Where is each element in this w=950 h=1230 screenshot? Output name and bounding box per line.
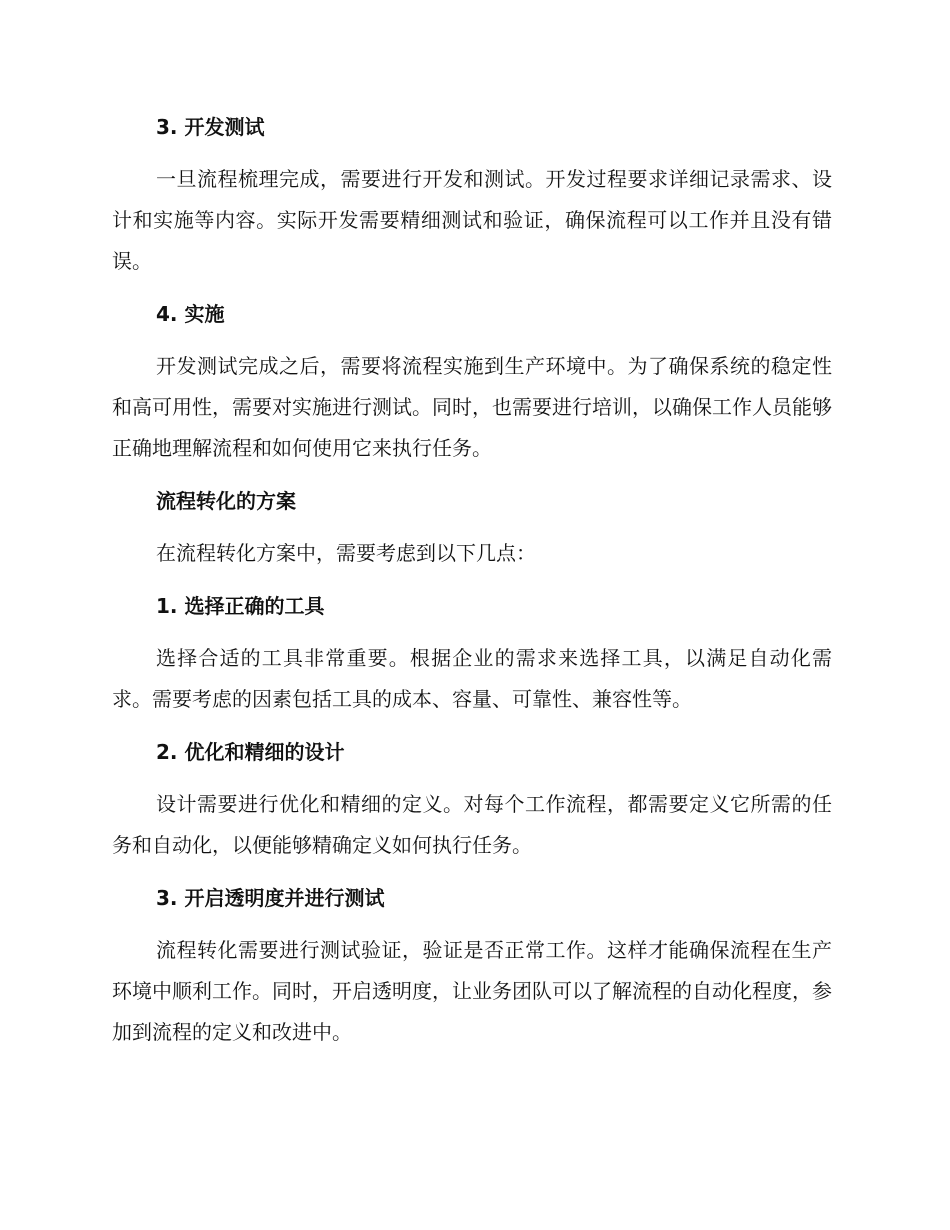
- section-heading-conversion-plan: 流程转化的方案: [156, 489, 296, 513]
- section-heading-choose-tools: 1. 选择正确的工具: [156, 594, 325, 618]
- paragraph-conversion-intro: 在流程转化方案中，需要考虑到以下几点：: [156, 541, 536, 565]
- paragraph-implementation: 开发测试完成之后，需要将流程实施到生产环境中。为了确保系统的稳定性和高可用性，需要对实施进行测试。同时，也需要进行培训，以确保工作人员能够正确地理解流程和如何使用它来执行任务。: [112, 354, 832, 460]
- paragraph-optimized-design: 设计需要进行优化和精细的定义。对每个工作流程，都需要定义它所需的任务和自动化，以便能够精确定义如何执行任务。: [112, 792, 832, 857]
- section-heading-optimized-design: 2. 优化和精细的设计: [156, 740, 345, 764]
- document-body: [112, 107, 832, 1065]
- paragraph-dev-test: 一旦流程梳理完成，需要进行开发和测试。开发过程要求详细记录需求、设计和实施等内容。实际开发需要精细测试和验证，确保流程可以工作并且没有错误。: [112, 167, 832, 273]
- section-heading-implementation: 4. 实施: [156, 302, 225, 326]
- paragraph-choose-tools: 选择合适的工具非常重要。根据企业的需求来选择工具，以满足自动化需求。需要考虑的因素包括工具的成本、容量、可靠性、兼容性等。: [112, 646, 832, 711]
- paragraph-transparency-testing: 流程转化需要进行测试验证，验证是否正常工作。这样才能确保流程在生产环境中顺利工作。同时，开启透明度，让业务团队可以了解流程的自动化程度，参加到流程的定义和改进中。: [112, 938, 832, 1044]
- section-heading-dev-test: 3. 开发测试: [156, 115, 265, 139]
- section-heading-transparency-testing: 3. 开启透明度并进行测试: [156, 886, 385, 910]
